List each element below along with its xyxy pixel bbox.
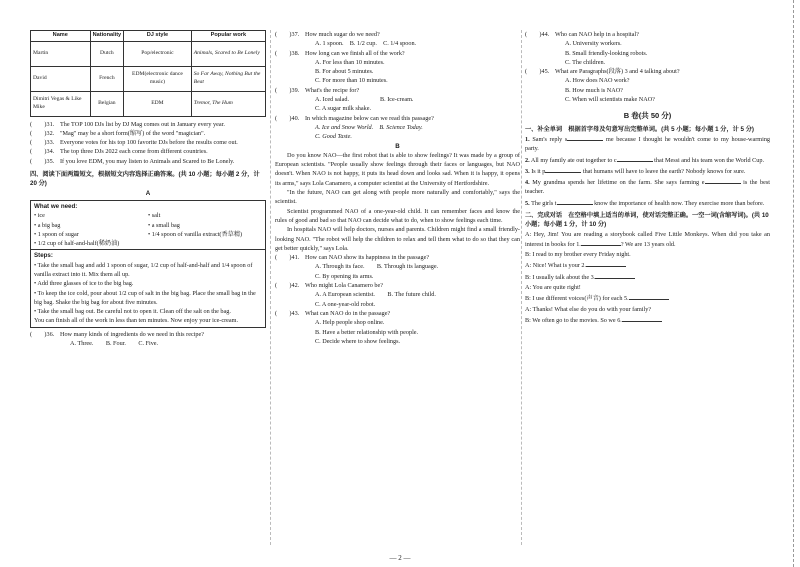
question-45: ( )45. What are Paragraphs(段落) 3 and 4 talking about?	[525, 68, 680, 76]
recipe-step: • To keep the ice cold, pour about 1/2 cup of salt in the big bag. Place the small bag in the big bag. Shake the big bag for about five minutes.	[34, 289, 256, 306]
table-header: Name	[31, 31, 91, 42]
dialog-line: A: You are quite right!	[525, 284, 581, 292]
answer-blank[interactable]	[545, 166, 581, 173]
binding-line	[789, 0, 794, 567]
table-header: Popular work	[191, 31, 265, 42]
true-false-questions	[30, 120, 266, 166]
column-divider	[270, 30, 271, 545]
table-cell: EDM(electronic dance music)	[124, 66, 192, 91]
passage-a-label: A	[145, 189, 151, 197]
part-b-title: B 卷(共 50 分)	[623, 111, 672, 121]
question-41: ( )41. How can NAO show its happiness in the passage?	[275, 254, 430, 262]
ingredient: • a small bag	[148, 221, 180, 229]
question-44: ( )44. Who can NAO help in a hospital?	[525, 31, 639, 38]
passage-b-paragraph: Do you know NAO—the first robot that is able to show feelings? It was made by a group of European scientists. "People usually show feelings through their faces or languages, but NAO doesn't. When NAO is not happy, it puts its head down and looks sad. When it is happy, it opens its arms," says Lola Canamero, a computer scientist at the University of Hertfordshire.	[275, 151, 520, 187]
dialog-line: A: Thanks! What else do you do with your family?	[525, 305, 652, 313]
recipe-step: You can finish all of the work in less than ten minutes. Now enjoy your ice-cream.	[34, 317, 239, 325]
recipe-steps-title: Steps:	[34, 252, 53, 260]
ingredients-list	[34, 211, 262, 248]
table-cell: French	[90, 66, 124, 91]
recipe-step: • Add three glasses of ice to the big bag.	[34, 280, 134, 288]
answer-blank[interactable]	[557, 198, 593, 205]
dialog-line: B: We often go to the movies. So we 6.	[525, 315, 770, 325]
column-right: ( )44. Who can NAO help in a hospital? A. University workers. B. Small friendly-looking robots. C. The children. ( )45. What are Paragraphs(段落) 3 and 4 talking about? A. How does NAO work? B. How much is NAO? C. When will scientists make NAO? B 卷(共 50 分) 一、补全单词 根据首字母及句意写出完整单词。(共 5 小题；每小题 1 分，计 5 分) 1. Sam's reply s me because I thought he wouldn't come to my house-warming party. 2. All my family ate out together to c that Messi and his team won the World Cup. 3. Is it p that humans will have to leave the earth? Nobody knows for sure. 4. My grandma spends her lifetime on the farm. She says farming e is the best teacher. 5. The girls t know the importance of health now. They exercise more than before. 二、完成对话 在空格中填上适当的单词，使对话完整正确。一空一词(含缩写词)。(共 10 小题；每小题 1 分，计 10 分) A: Hey, Jim! You are reading a storybook called Five Little Monkeys. When did you take an interest in books for 1. ? We are 13 years old. B: I read to my brother every Friday night. A: Nice! What is your 2. B: I usually talk about the 3. A: You are quite right! B: I use different voices(声音) for each 5. A: Thanks! What else do you do with your family? B: We often go to the movies. So we 6.	[525, 31, 771, 324]
question-34: ( )34. The top three DJs 2022 each come from different countries.	[30, 148, 208, 156]
table-cell: EDM	[124, 91, 192, 116]
table-cell: Martin	[31, 41, 91, 66]
fill-section-title: 一、补全单词 根据首字母及句意写出完整单词。(共 5 小题；每小题 1 分，计 5 分)	[525, 125, 754, 133]
dialog-line: B: I use different voices(声音) for each 5.	[525, 293, 770, 303]
table-cell: David	[31, 66, 91, 91]
question-39: ( )39. What's the recipe for?	[275, 86, 360, 94]
answer-blank[interactable]	[567, 134, 603, 141]
table-cell: Dutch	[90, 41, 124, 66]
question-42: ( )42. Who might Lola Canamero be?	[275, 282, 384, 290]
recipe-box	[30, 200, 266, 328]
recipe-step: • Take the small bag and add 1 spoon of sugar, 1/2 cup of half-and-half and 1/4 spoon of vanilla extract into it. Mix them all up.	[34, 261, 253, 278]
table-cell: Tremor, The Hum	[191, 91, 265, 116]
question-33: ( )33. Everyone votes for his top 100 favorite DJs before the results come out.	[30, 139, 238, 147]
fill-item-5: 5. The girls t know the importance of health now. They exercise more than before.	[525, 199, 765, 207]
question-32: ( )32. "Mag" may be a short form(缩写) of the word "magician".	[30, 129, 206, 137]
answer-blank[interactable]	[622, 315, 662, 322]
dialog-line: B: I read to my brother every Friday night.	[525, 251, 631, 259]
fill-item-3: 3. Is it p that humans will have to leave the earth? Nobody knows for sure.	[525, 167, 746, 175]
question-38: ( )38. How long can we finish all of the work?	[275, 49, 405, 57]
ingredient: • a big bag	[34, 221, 61, 229]
answer-blank[interactable]	[581, 239, 621, 246]
table-cell: Belgian	[90, 91, 124, 116]
recipe-step: • Take the small bag out. Be careful not to open it. Clean off the salt on the bag.	[34, 308, 231, 316]
options-36: A. Three. B. Four. C. Five.	[70, 340, 159, 348]
column-middle: ( )37. How much sugar do we need? A. 1 spoon. B. 1/2 cup. C. 1/4 spoon. ( )38. How long can we finish all of the work? A. For less than 10 minutes. B. For about 5 minutes. C. For more than 10 minutes. ( )39. What's the recipe for? A. Iced salad. B. Ice-cream. C. A sugar milk shake. ( )40. In which magazine below can we read this passage? A. Ice and Snow World. B. Science Today. C. Good Taste. B Do you know NAO—the first robot that is able to show feelings? It was made by a group of European scientists. "People usually show feelings through their faces or languages, but NAO doesn't. When NAO is not happy, it puts its head down and looks sad. When it is happy, it opens its arms," says Lola Canamero, a computer scientist at the University of Hertfordshire. "In the future, NAO can get along with people more naturally and comfortably," says the scientist. Scientist programmed NAO of a one-year-old child. It can remember faces and know the rules of good and bad so that NAO can decide what to do, when to show feelings each time. In hospitals NAO will help doctors, nurses and parents. Children might find a small friendly-looking NAO. "The robot will help the children to relax and tell them what to do so that they can get better quickly," says Lola. ( )41. How can NAO show its happiness in the passage? A. Through its face. B. Through its language. C. By opening its arms. ( )42. Who might Lola Canamero be? A. A European scientist. B. The future child. C. A one-year-old robot. ( )43. What can NAO do in the passage? A. Help people shop online. B. Have a better relationship with people. C. Decide where to show feelings.	[275, 31, 520, 345]
dialog-line: B: I usually talk about the 3.	[525, 272, 770, 282]
dj-table	[30, 30, 266, 117]
section-four-title: 四、阅读下面两篇短文，根据短文内容选择正确答案。(共 10 小题；每小题 2 分，计 20 分)	[30, 171, 260, 188]
question-43: ( )43. What can NAO do in the passage?	[275, 309, 391, 317]
ingredient: • 1/4 spoon of vanilla extract(香草精)	[148, 230, 243, 238]
answer-blank[interactable]	[586, 260, 626, 267]
question-36: ( )36. How many kinds of ingredients do we need in this recipe?	[30, 330, 204, 338]
table-row	[31, 41, 266, 66]
table-cell: Dimitri Vegas & Like Mike	[31, 91, 91, 116]
fill-item-4: 4. My grandma spends her lifetime on the farm. She says farming e is the best teacher.	[525, 179, 771, 196]
recipe-need-title: What we need:	[34, 202, 78, 210]
table-cell: Pop/electronic	[124, 41, 192, 66]
passage-b-paragraph: "In the future, NAO can get along with people more naturally and comfortably," says the scientist.	[275, 189, 520, 206]
question-31: ( )31. The TOP 100 DJs list by DJ Mag comes out in January every year.	[30, 120, 225, 128]
table-row	[31, 66, 266, 91]
table-cell: So Far Away, Nothing But the Beat	[191, 66, 265, 91]
question-37: ( )37. How much sugar do we need?	[275, 31, 380, 38]
question-35: ( )35. If you love EDM, you may listen to Animals and Scared to Be Lonely.	[30, 157, 235, 165]
passage-b-paragraph: Scientist programmed NAO of a one-year-old child. It can remember faces and know the rules of good and bad so that NAO can decide what to do, when to show feelings each time.	[275, 207, 520, 224]
question-40: ( )40. In which magazine below can we read this passage?	[275, 114, 434, 122]
passage-b-label: B	[395, 142, 400, 150]
answer-blank[interactable]	[705, 177, 741, 184]
answer-blank[interactable]	[595, 272, 635, 279]
column-divider	[521, 30, 522, 545]
dialog-line: A: Hey, Jim! You are reading a storybook called Five Little Monkeys. When did you take an interest in books for 1. ? We are 13 years old.	[525, 230, 770, 248]
table-row	[31, 91, 266, 116]
table-header: Nationality	[90, 31, 124, 42]
ingredient: • ice	[34, 212, 45, 220]
column-left	[30, 30, 266, 348]
table-cell: Animals, Scared to Be Lonely	[191, 41, 265, 66]
table-header: DJ style	[124, 31, 192, 42]
answer-blank[interactable]	[617, 155, 653, 162]
answer-blank[interactable]	[629, 293, 669, 300]
passage-b-paragraph: In hospitals NAO will help doctors, nurses and parents. Children might find a small friendly-looking NAO. "The robot will help the children to relax and tell them what to do so that they can get better quickly," says Lola.	[275, 226, 520, 252]
fill-item-2: 2. All my family ate out together to c that Messi and his team won the World Cup.	[525, 156, 765, 164]
fill-item-1: 1. Sam's reply s me because I thought he wouldn't come to my house-warming party.	[525, 135, 771, 153]
ingredient: • 1/2 cup of half-and-half(稀奶油)	[34, 240, 120, 248]
ingredient: • salt	[148, 212, 161, 220]
page-number: — 2 —	[389, 554, 411, 562]
dialog-line: A: Nice! What is your 2.	[525, 260, 770, 270]
ingredient: • 1 spoon of sugar	[34, 230, 79, 238]
dialog-section-title: 二、完成对话 在空格中填上适当的单词，使对话完整正确。一空一词(含缩写词)。(共 10 小题；每小题 1 分，计 10 分)	[525, 212, 769, 229]
